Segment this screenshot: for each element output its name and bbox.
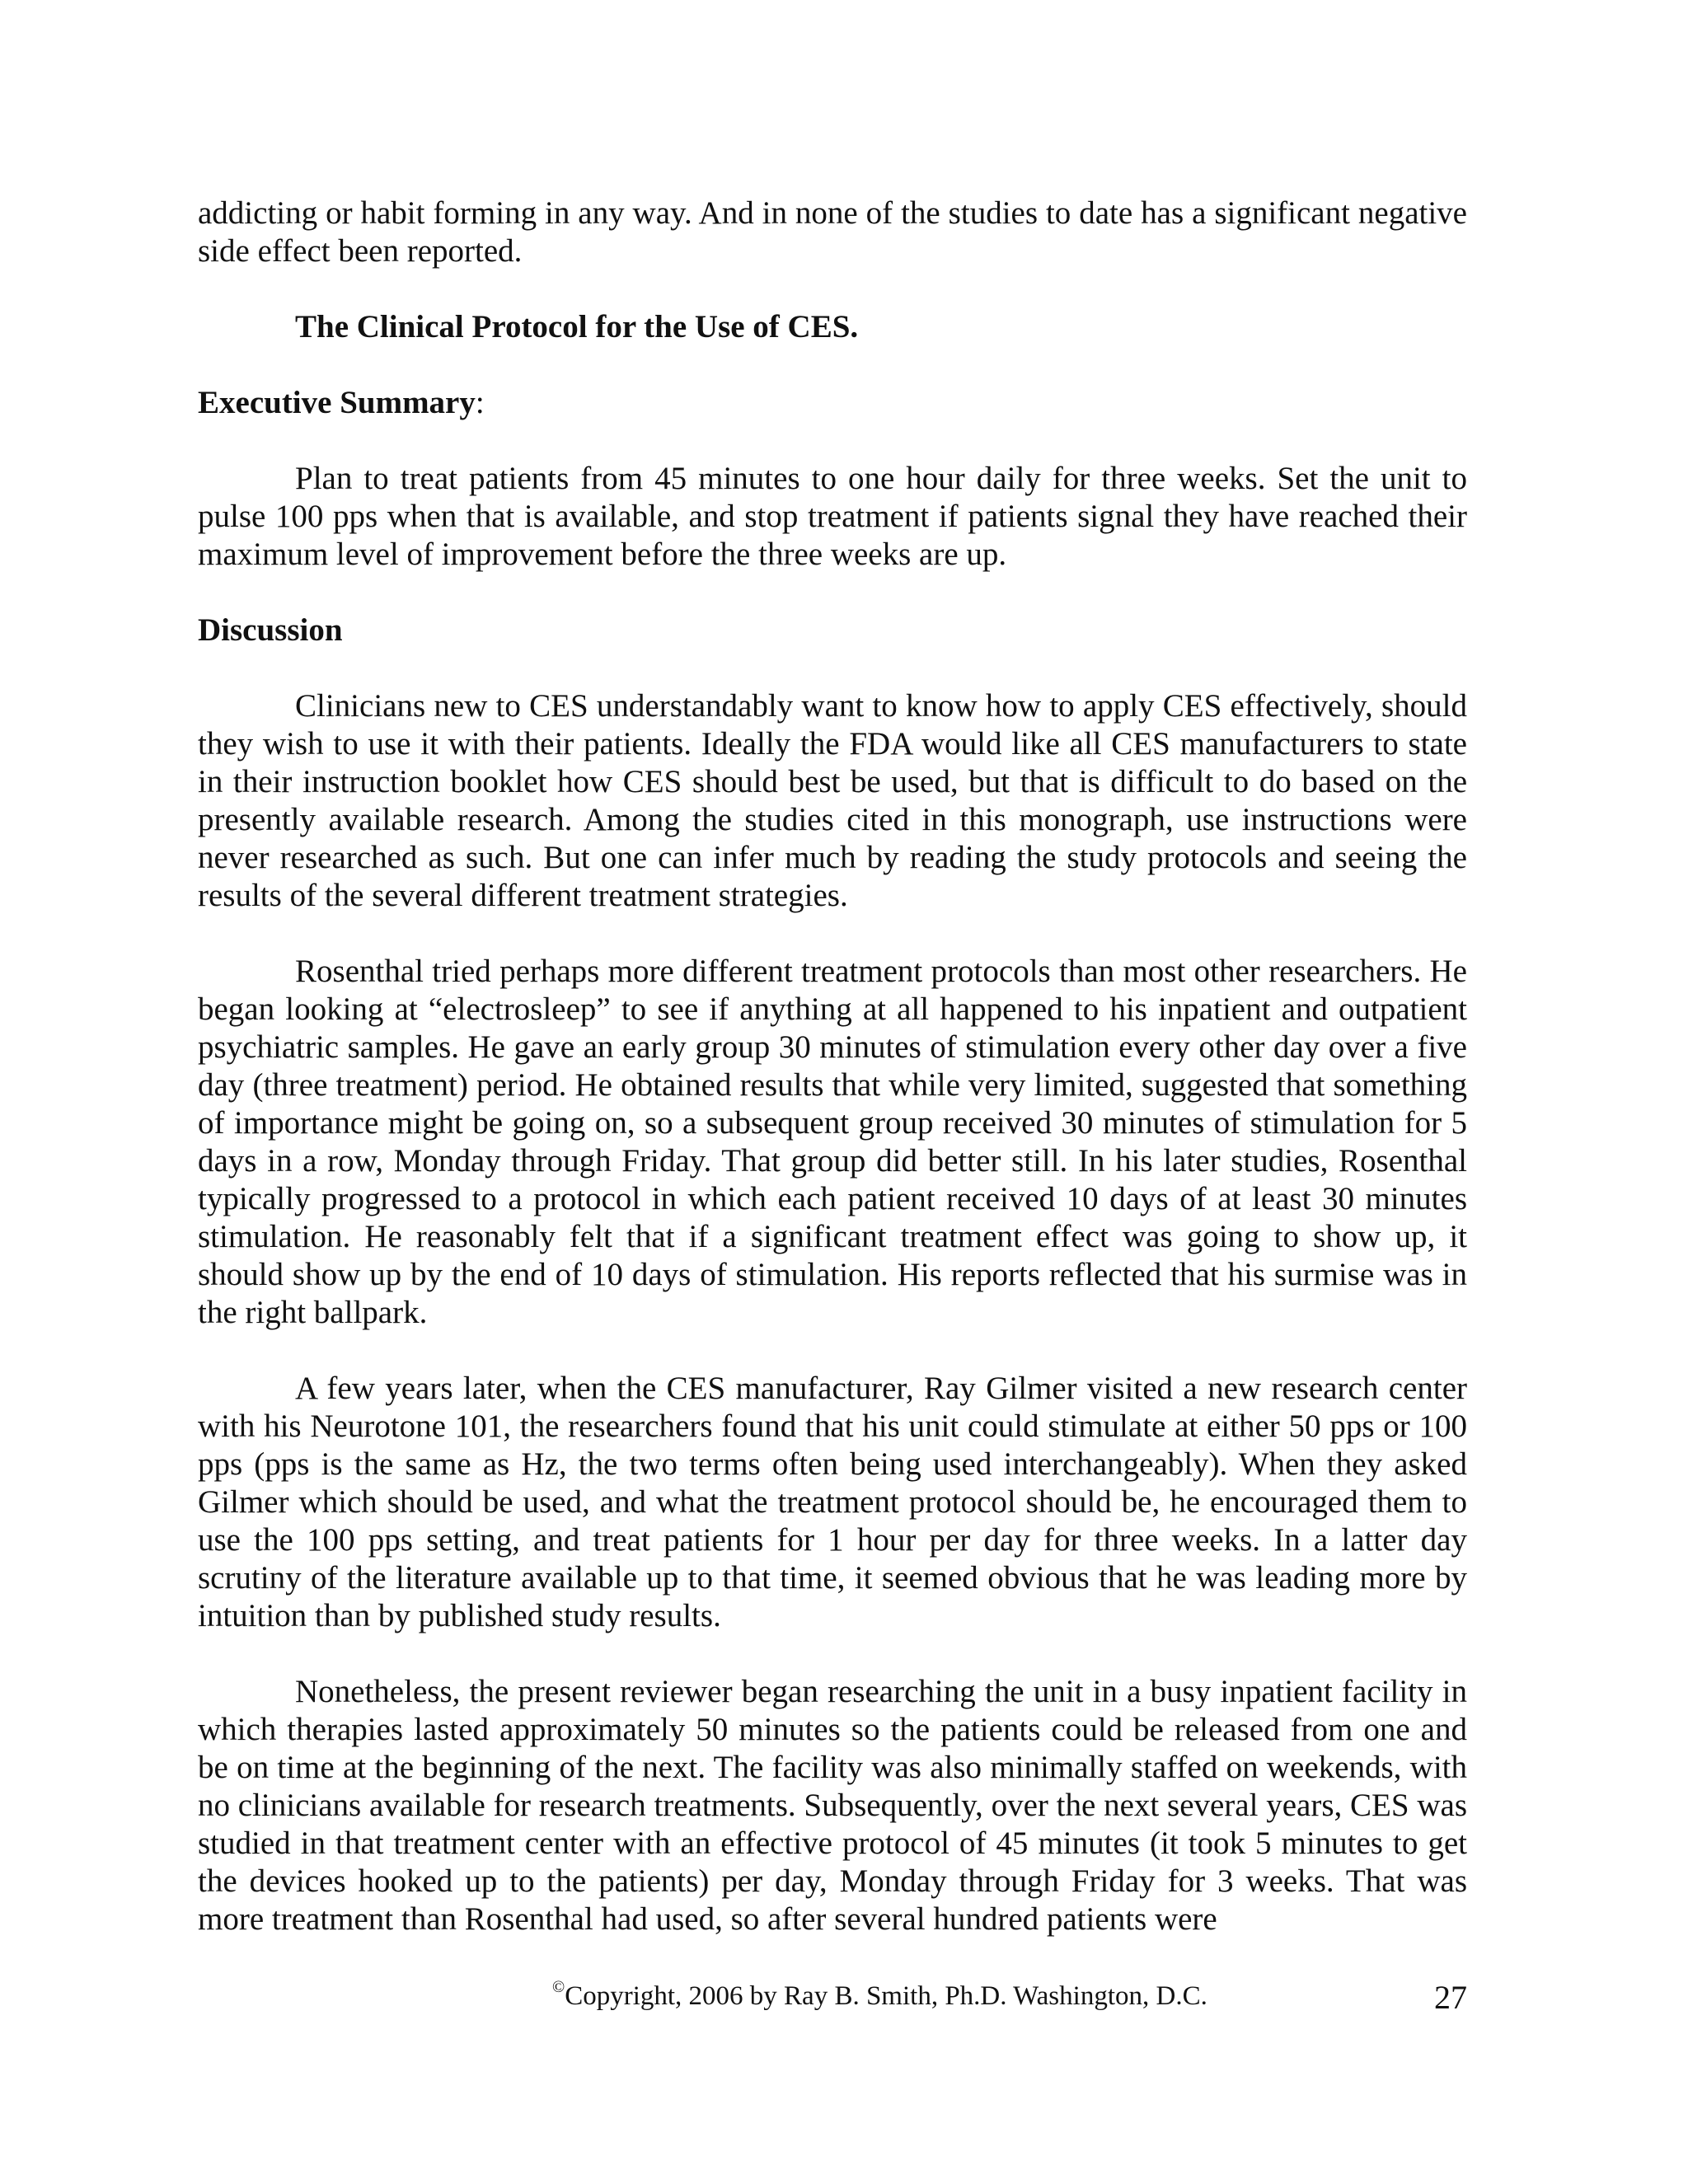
page-body [198,194,1467,1938]
executive-summary-paragraph: Plan to treat patients from 45 minutes to one hour daily for three weeks. Set the unit to pulse 100 pps when that is available, and stop treatment if patients signal they have reached their maximum level of improvement before the three weeks are up. [198,461,1467,572]
discussion-heading: Discussion [198,612,343,648]
page-number: 27 [1434,1979,1467,2016]
executive-summary-heading-colon: : [475,385,485,420]
discussion-paragraph: Rosenthal tried perhaps more different treatment protocols than most other researchers. He began looking at “electrosleep” to see if anything at all happened to his inpatient and outpatient psychiatric samples. He gave an early group 30 minutes of stimulation every other day over a five day (three treatment) period. He obtained results that while very limited, suggested that something of importance might be going on, so a subsequent group received 30 minutes of stimulation for 5 days in a row, Monday through Friday. That group did better still. In his later studies, Rosenthal typically progressed to a protocol in which each patient received 10 days of at least 30 minutes stimulation. He reasonably felt that if a significant treatment effect was going to show up, it should show up by the end of 10 days of stimulation. His reports reflected that his surmise was in the right ballpark. [198,954,1467,1330]
section-title: The Clinical Protocol for the Use of CES. [295,309,859,344]
executive-summary-heading [198,384,1467,422]
page-footer [0,1976,1688,2026]
discussion-paragraph: Clinicians new to CES understandably want to know how to apply CES effectively, should they wish to use it with their patients. Ideally the FDA would like all CES manufacturers to state in their instruction booklet how CES should best be used, but that is difficult to do based on the presently available research. Among the studies cited in this monograph, use instructions were never researched as such. But one can infer much by reading the study protocols and seeing the results of the several different treatment strategies. [198,688,1467,913]
copyright-text: Copyright, 2006 by Ray B. Smith, Ph.D. Washington, D.C. [565,1981,1207,2011]
discussion-paragraph: A few years later, when the CES manufacturer, Ray Gilmer visited a new research center with his Neurotone 101, the researchers found that his unit could stimulate at either 50 pps or 100 pps (pps is the same as Hz, the two terms often being used interchangeably). When they asked Gilmer which should be used, and what the treatment protocol should be, he encouraged them to use the 100 pps setting, and treat patients for 1 hour per day for three weeks. In a latter day scrutiny of the literature available up to that time, it seemed obvious that he was leading more by intuition than by published study results. [198,1371,1467,1633]
discussion-paragraph: Nonetheless, the present reviewer began researching the unit in a busy inpatient facility in which therapies lasted approximately 50 minutes so the patients could be released from one and be on time at the beginning of the next. The facility was also minimally staffed on weekends, with no clinicians available for research treatments. Subsequently, over the next several years, CES was studied in that treatment center with an effective protocol of 45 minutes (it took 5 minutes to get the devices hooked up to the patients) per day, Monday through Friday for 3 weeks. That was more treatment than Rosenthal had used, so after several hundred patients were [198,1674,1467,1937]
copyright-notice [552,1978,1207,2012]
intro-paragraph: addicting or habit forming in any way. And in none of the studies to date has a significant negative side effect been reported. [198,195,1467,269]
copyright-symbol: © [552,1978,565,1996]
executive-summary-heading-text: Executive Summary [198,385,476,420]
